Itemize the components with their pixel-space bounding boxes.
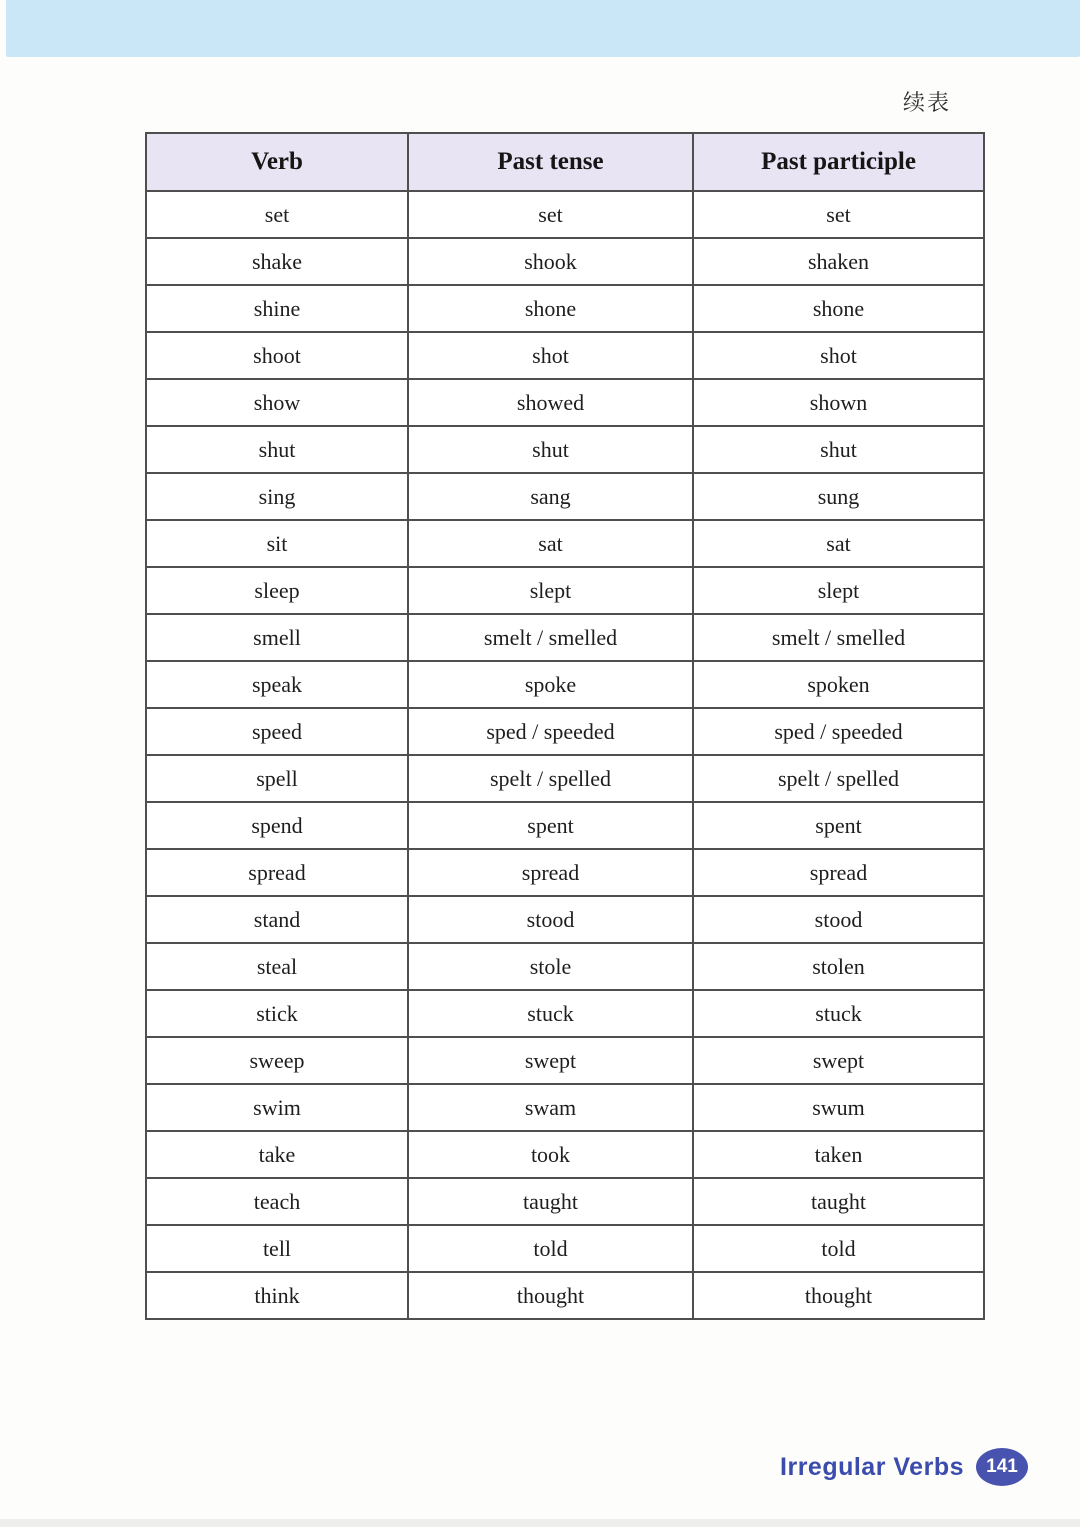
top-banner: [6, 0, 1080, 57]
table-cell: smell: [146, 614, 408, 661]
table-cell: shut: [408, 426, 693, 473]
table-cell: swim: [146, 1084, 408, 1131]
table-cell: sat: [693, 520, 984, 567]
table-header: [146, 133, 984, 191]
table-cell: shot: [693, 332, 984, 379]
table-cell: sing: [146, 473, 408, 520]
table-cell: swept: [408, 1037, 693, 1084]
table-row: [146, 191, 984, 238]
table-row: [146, 661, 984, 708]
table-cell: shook: [408, 238, 693, 285]
table-cell: steal: [146, 943, 408, 990]
table-cell: swept: [693, 1037, 984, 1084]
table-row: [146, 708, 984, 755]
table-cell: take: [146, 1131, 408, 1178]
page-number-badge: 141: [976, 1448, 1028, 1486]
table-cell: shone: [408, 285, 693, 332]
table-cell: stick: [146, 990, 408, 1037]
table-cell: spoke: [408, 661, 693, 708]
column-header-verb: Verb: [146, 133, 408, 191]
table-row: [146, 285, 984, 332]
table-cell: stuck: [408, 990, 693, 1037]
table-cell: spell: [146, 755, 408, 802]
table-cell: tell: [146, 1225, 408, 1272]
table-cell: shut: [693, 426, 984, 473]
table-row: [146, 990, 984, 1037]
table-cell: slept: [693, 567, 984, 614]
table-cell: shake: [146, 238, 408, 285]
table-cell: told: [693, 1225, 984, 1272]
table-cell: smelt / smelled: [408, 614, 693, 661]
table-cell: slept: [408, 567, 693, 614]
table-row: [146, 614, 984, 661]
table-cell: shut: [146, 426, 408, 473]
table-cell: sweep: [146, 1037, 408, 1084]
table-cell: told: [408, 1225, 693, 1272]
table-cell: took: [408, 1131, 693, 1178]
table-cell: spent: [693, 802, 984, 849]
table-row: [146, 1037, 984, 1084]
table-cell: taught: [693, 1178, 984, 1225]
table-cell: spent: [408, 802, 693, 849]
page-footer: [780, 1448, 1028, 1486]
table-cell: swum: [693, 1084, 984, 1131]
bottom-scan-edge: [0, 1519, 1080, 1527]
table-cell: stood: [693, 896, 984, 943]
table-row: [146, 520, 984, 567]
table-cell: spelt / spelled: [408, 755, 693, 802]
table-row: [146, 802, 984, 849]
table-cell: stand: [146, 896, 408, 943]
table-cell: sung: [693, 473, 984, 520]
table-cell: stuck: [693, 990, 984, 1037]
table-cell: shown: [693, 379, 984, 426]
table-row: [146, 379, 984, 426]
table-cell: show: [146, 379, 408, 426]
column-header-past-tense: Past tense: [408, 133, 693, 191]
verb-table-body: [146, 191, 984, 1319]
table-cell: stolen: [693, 943, 984, 990]
table-cell: stole: [408, 943, 693, 990]
table-row: [146, 896, 984, 943]
table-row: [146, 1178, 984, 1225]
table-row: [146, 332, 984, 379]
irregular-verbs-table: [145, 132, 985, 1320]
table-row: [146, 1225, 984, 1272]
table-row: [146, 1272, 984, 1319]
table-cell: sped / speeded: [693, 708, 984, 755]
table-cell: swam: [408, 1084, 693, 1131]
table-cell: sleep: [146, 567, 408, 614]
table-row: [146, 849, 984, 896]
table-row: [146, 426, 984, 473]
section-title: Irregular Verbs: [780, 1452, 964, 1481]
table-header-row: [146, 133, 984, 191]
table-cell: spread: [693, 849, 984, 896]
table-cell: sped / speeded: [408, 708, 693, 755]
table-cell: taken: [693, 1131, 984, 1178]
table-cell: shine: [146, 285, 408, 332]
table-cell: stood: [408, 896, 693, 943]
table-cell: speed: [146, 708, 408, 755]
table-cell: spread: [146, 849, 408, 896]
table-row: [146, 238, 984, 285]
table-row: [146, 473, 984, 520]
table-cell: shoot: [146, 332, 408, 379]
table-cell: set: [408, 191, 693, 238]
table-cell: showed: [408, 379, 693, 426]
table-cell: thought: [693, 1272, 984, 1319]
table-row: [146, 567, 984, 614]
table-cell: spelt / spelled: [693, 755, 984, 802]
table-cell: sit: [146, 520, 408, 567]
table-cell: sang: [408, 473, 693, 520]
table-cell: sat: [408, 520, 693, 567]
continued-table-label: 续表: [903, 91, 952, 116]
table-cell: thought: [408, 1272, 693, 1319]
table-cell: spend: [146, 802, 408, 849]
table-cell: smelt / smelled: [693, 614, 984, 661]
table-cell: spoken: [693, 661, 984, 708]
table-cell: spread: [408, 849, 693, 896]
table-cell: set: [146, 191, 408, 238]
table-cell: teach: [146, 1178, 408, 1225]
table-cell: think: [146, 1272, 408, 1319]
table-row: [146, 943, 984, 990]
table-cell: speak: [146, 661, 408, 708]
table-cell: shot: [408, 332, 693, 379]
table-cell: set: [693, 191, 984, 238]
table-row: [146, 755, 984, 802]
table-cell: taught: [408, 1178, 693, 1225]
table-row: [146, 1131, 984, 1178]
table-cell: shaken: [693, 238, 984, 285]
table-cell: shone: [693, 285, 984, 332]
table-row: [146, 1084, 984, 1131]
column-header-past-participle: Past participle: [693, 133, 984, 191]
